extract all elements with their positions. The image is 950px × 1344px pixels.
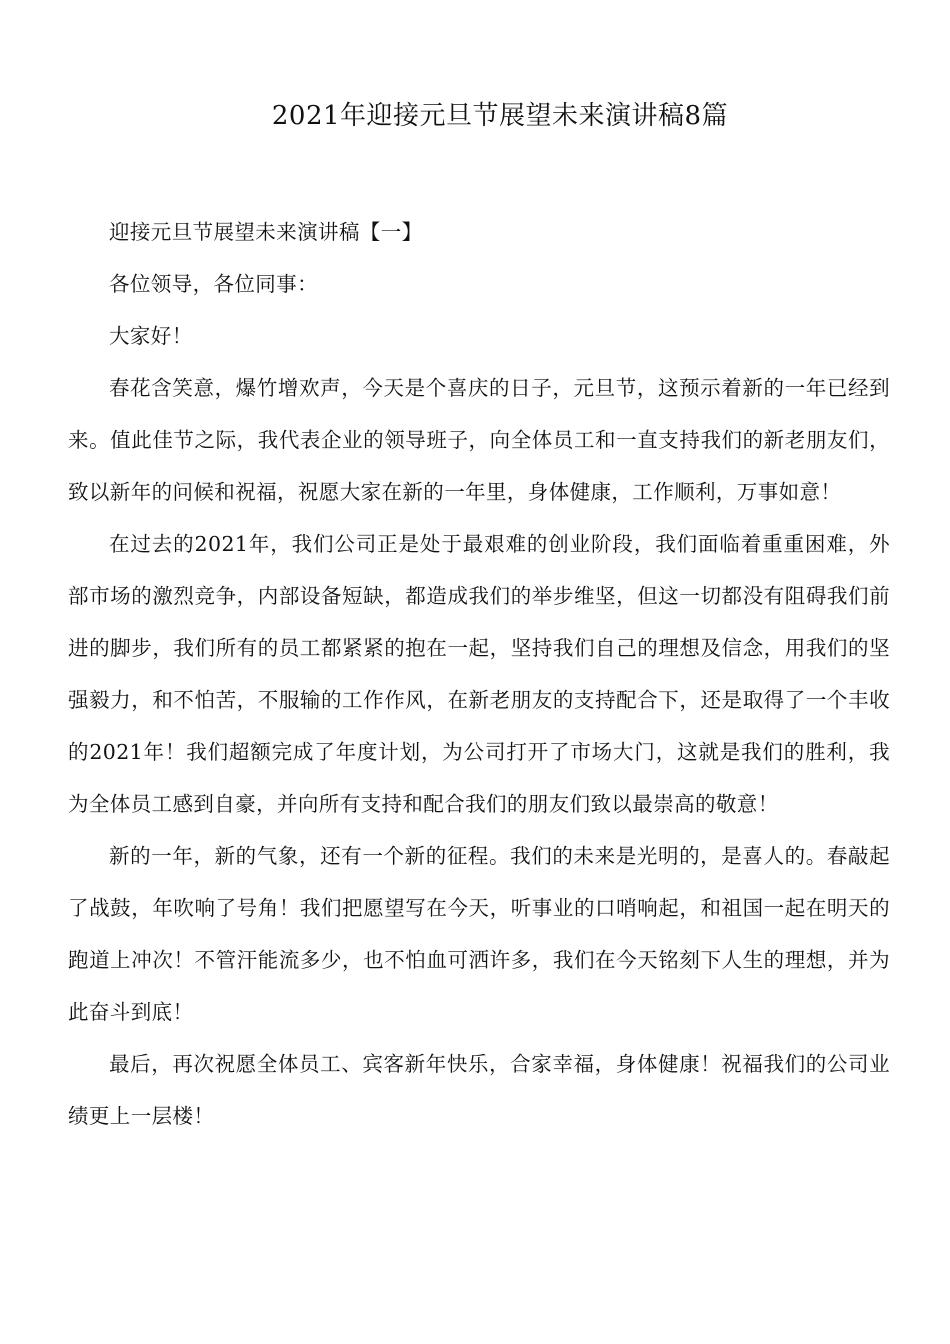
speech-heading: 迎接元旦节展望未来演讲稿【一】 [109,220,423,244]
document-title: 2021年迎接元旦节展望未来演讲稿8篇 [271,101,729,131]
paragraph-past-year: 在过去的2021年，我们公司正是处于最艰难的创业阶段，我们面临着重重困难，外部市场的激烈竞争，内部设备短缺，都造成我们的举步维坚，但这一切都没有阻碍我们前进的脚步，我们所有的员工都紧紧的抱在一起，坚持我们自己的理想及信念，用我们的坚强毅力，和不怕苦，不服输的工作作风，在新老朋友的支持配合下，还是取得了一个丰收的2021年！我们超额完成了年度计划，为公司打开了市场大门，这就是我们的胜利，我为全体员工感到自豪，并向所有支持和配合我们的朋友们致以最崇高的敬意！ [68,532,890,816]
paragraph-future: 新的一年，新的气象，还有一个新的征程。我们的未来是光明的，是喜人的。春敲起了战鼓，年吹响了号角！我们把愿望写在今天，听事业的口哨响起，和祖国一起在明天的跑道上冲次！不管汗能流多少，也不怕血可洒许多，我们在今天铭刻下人生的理想，并为此奋斗到底！ [68,844,890,1024]
greeting: 大家好！ [109,324,193,348]
paragraph-new-year: 春花含笑意，爆竹增欢声，今天是个喜庆的日子，元旦节，这预示着新的一年已经到来。值此佳节之际，我代表企业的领导班子，向全体员工和一直支持我们的新老朋友们，致以新年的问候和祝福，祝愿大家在新的一年里，身体健康，工作顺利，万事如意！ [68,376,890,504]
document-body [68,206,890,1142]
salutation: 各位领导，各位同事： [109,272,318,296]
paragraph-closing: 最后，再次祝愿全体员工、宾客新年快乐，合家幸福，身体健康！祝福我们的公司业绩更上一层楼！ [68,1052,890,1128]
